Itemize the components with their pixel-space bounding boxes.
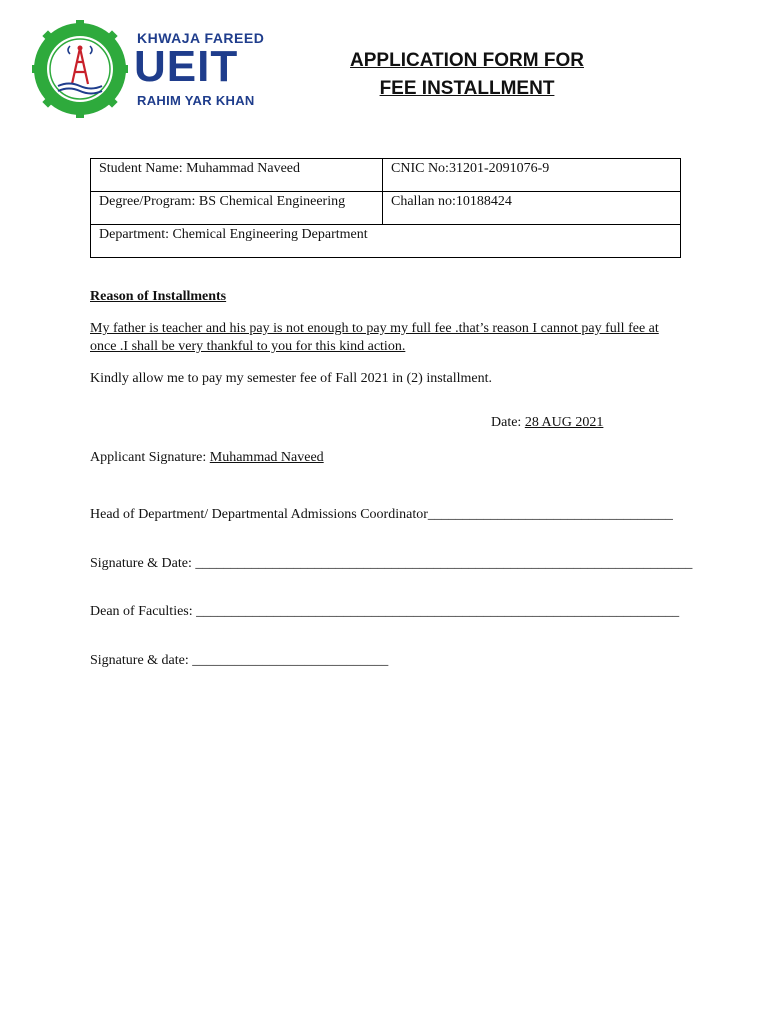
applicant-signature-line (90, 450, 324, 466)
challan-cell: Challan no:10188424 (383, 192, 681, 225)
table-row (91, 225, 681, 258)
date-line (491, 415, 603, 431)
signature-date-line-1: Signature & Date: _______________________________________________________________________ (90, 556, 693, 571)
gear-emblem-icon (32, 20, 128, 118)
applicant-signature-value: Muhammad Naveed (209, 450, 324, 465)
form-title-line-2: FEE INSTALLMENT (379, 78, 555, 99)
reason-heading: Reason of Installments (90, 289, 227, 304)
table-row (91, 192, 681, 225)
date-label: Date: (491, 415, 525, 430)
form-title-line-1: APPLICATION FORM FOR (350, 50, 584, 71)
hod-signature-line: Head of Department/ Departmental Admissions Coordinator___________________________________ (90, 507, 673, 522)
table-row (91, 159, 681, 192)
signature-date-line-2: Signature & date: ____________________________ (90, 653, 389, 668)
reason-text: My father is teacher and his pay is not enough to pay my full fee .that’s reason I cannot pay full fee at once .I shall be very thankful to you for this kind action. (90, 321, 659, 354)
student-name-cell: Student Name: Muhammad Naveed (91, 159, 383, 192)
cnic-cell: CNIC No:31201-2091076-9 (383, 159, 681, 192)
logo-line-1: KHWAJA FAREED (137, 30, 265, 46)
department-cell: Department: Chemical Engineering Department (91, 225, 681, 258)
logo-line-3: RAHIM YAR KHAN (137, 93, 255, 108)
dean-signature-line: Dean of Faculties: _____________________________________________________________________ (90, 604, 680, 619)
degree-cell: Degree/Program: BS Chemical Engineering (91, 192, 383, 225)
student-info-table (90, 158, 681, 258)
applicant-signature-label: Applicant Signature: (90, 450, 210, 465)
installment-request: Kindly allow me to pay my semester fee of Fall 2021 in (2) installment. (90, 371, 493, 386)
date-value: 28 AUG 2021 (524, 415, 604, 430)
logo-line-2: UEIT (134, 42, 239, 91)
